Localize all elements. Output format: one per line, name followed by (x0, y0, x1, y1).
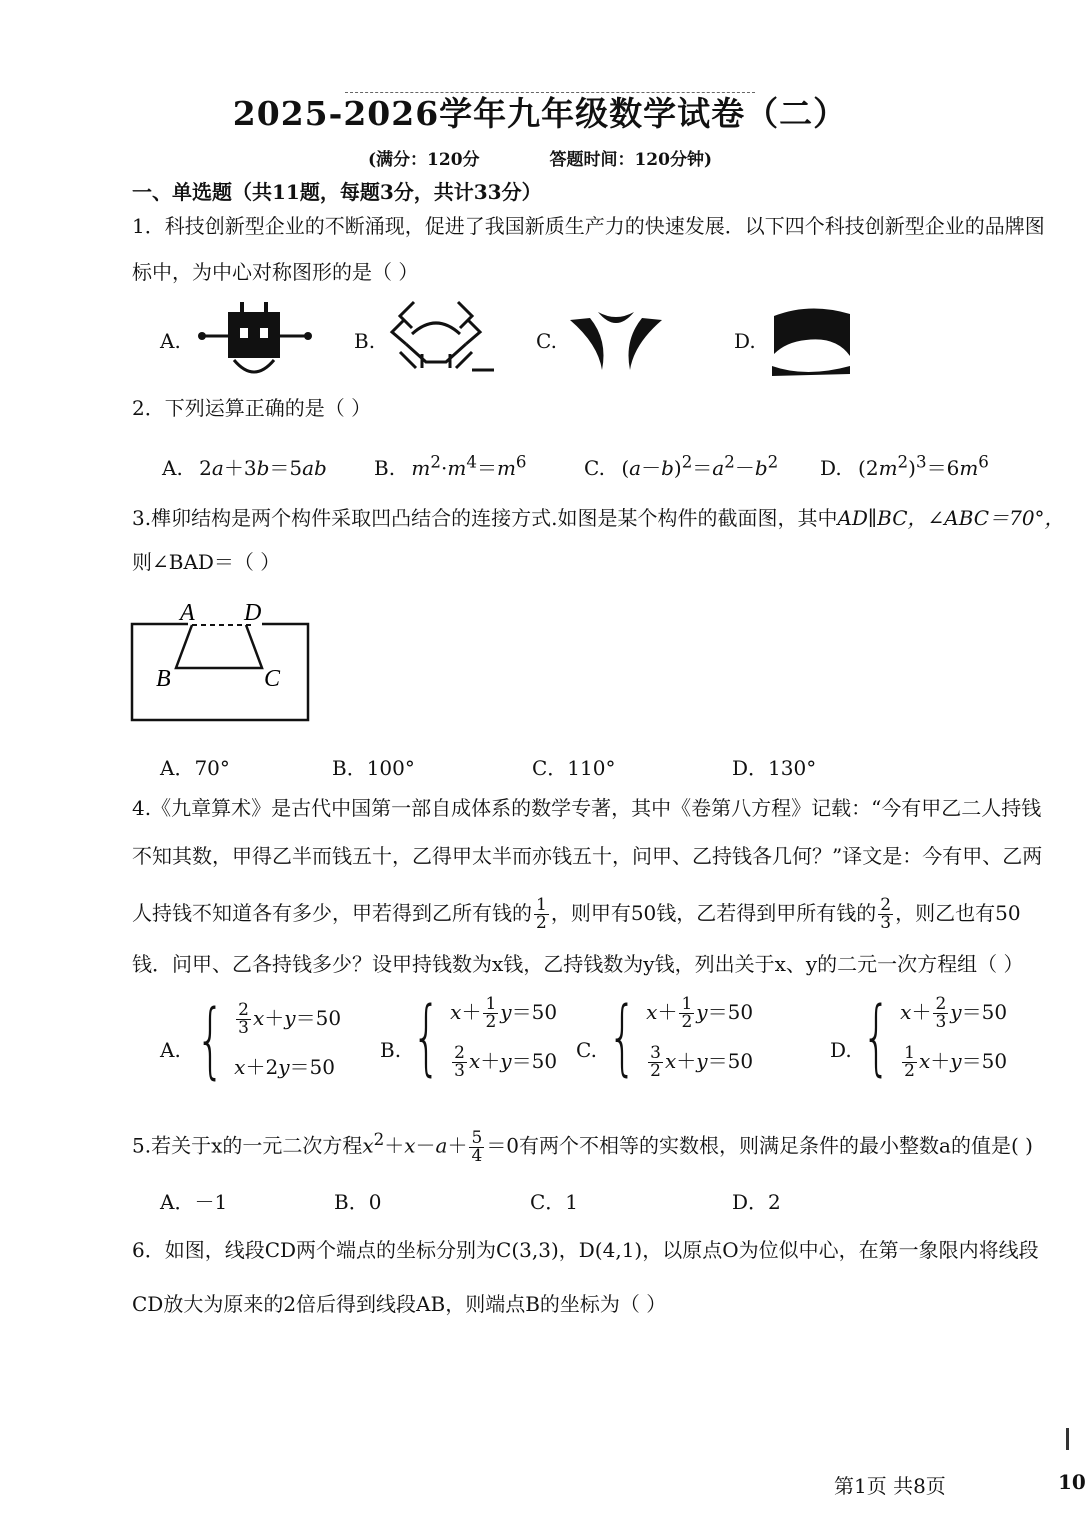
q2-option-d-expr: $(2m^2)^3=6m^6$ (858, 452, 989, 480)
q4-line2: 不知其数，甲得乙半而钱五十，乙得甲太半而亦钱五十，问甲、乙持钱各几何？”译文是：今有甲、乙两 (132, 844, 1043, 868)
q1-line2: 标中，为中心对称图形的是（ ） (132, 260, 419, 284)
q2-stem: 2．下列运算正确的是（ ） (132, 396, 372, 420)
q3-line1 (132, 508, 1065, 528)
q2-option-d (820, 452, 989, 481)
q5-option-d: D．2 (732, 1190, 781, 1214)
q3-point-d: D (244, 600, 262, 626)
q5-stem-part1: 5.若关于x的一元二次方程 (132, 1133, 363, 1158)
q5-option-c: C．1 (530, 1190, 579, 1214)
q2-option-a-label: A. (162, 456, 183, 480)
q2-option-c (584, 452, 778, 481)
page-title: 2025-2026学年九年级数学试卷（二） (232, 94, 848, 133)
q4-option-a-system: { $\frac{2}{3}$ x＋y＝50 x＋2y＝50 (196, 993, 342, 1088)
q2-option-b-label: B. (374, 456, 396, 480)
q4-option-a-label: A. (160, 1038, 181, 1062)
q4-fraction-two-thirds: $\frac{2}{3}$ (880, 895, 892, 933)
q1-option-c-curved-logo (568, 304, 664, 372)
q1-option-c-label: C. (536, 329, 557, 353)
q5-option-b: B．0 (334, 1190, 382, 1214)
full-score: (满分：120分 (368, 150, 480, 170)
q4-line1: 4.《九章算术》是古代中国第一部自成体系的数学专著，其中《卷第八方程》记载：“今有甲乙二人持钱 (132, 796, 1042, 820)
q4-option-d-system: { x＋ $\frac{2}{3}$ y＝50 $\frac{1}{2}$ x＋y＝50 (862, 990, 1008, 1085)
q1-line1: 1．科技创新型企业的不断涌现，促进了我国新质生产力的快速发展．以下四个科技创新型企业的品牌图 (132, 214, 1045, 238)
q4-option-b-system: { x＋ $\frac{1}{2}$ y＝50 $\frac{2}{3}$ x＋y＝50 (412, 990, 558, 1085)
q4-option-d-label: D. (830, 1038, 852, 1062)
q6-line1: 6．如图，线段CD两个端点的坐标分别为C(3,3)，D(4,1)，以原点O为位似中心，在第一象限内将线段 (132, 1238, 1039, 1262)
scan-edge-mark (1066, 1428, 1069, 1450)
q1-option-b-crab-logo (386, 298, 496, 374)
q1-option-a-label: A. (160, 329, 181, 353)
q3-point-a: A (180, 600, 195, 626)
q4-option-c-label: C. (576, 1038, 597, 1062)
q3-mortise-figure (128, 598, 314, 726)
q4-line3-part2: ，则甲有50钱，乙若得到甲所有钱的 (550, 901, 877, 925)
q2-option-c-expr: $(a-b)^2=a^2-b^2$ (621, 452, 779, 480)
q6-line2: CD放大为原来的2倍后得到线段AB，则端点B的坐标为（ ） (132, 1292, 667, 1316)
q3-condition: AD∥BC，∠ABC＝70°， (837, 506, 1065, 530)
q4-option-b-label: B. (380, 1038, 402, 1062)
q1-option-d-swirl-logo (766, 296, 856, 380)
q4-line3 (132, 893, 1021, 933)
q1-option-a-robot-logo (196, 298, 314, 378)
q4-line3-part3: ，则乙也有50 (895, 901, 1021, 925)
section-heading: 一、单选题（共11题，每题3分，共计33分） (132, 180, 542, 204)
q4-fraction-half: $\frac{1}{2}$ (536, 895, 547, 933)
q5-stem: 5.若关于x的一元二次方程$x^2+x-a+$ $\frac{5}{4}$ ＝0有两个不相等的实数根，则满足条件的最小整数a的值是( ) (132, 1127, 1033, 1166)
q2-option-a (162, 452, 327, 481)
q1-option-d-label: D. (734, 329, 756, 353)
q4-line4: 钱．问甲、乙各持钱多少？设甲持钱数为x钱，乙持钱数为y钱，列出关于x、y的二元一次方程组（ ） (132, 952, 1024, 976)
q3-option-b: B．100° (332, 756, 415, 780)
q3-point-c: C (264, 666, 281, 692)
q1-option-b-label: B. (354, 329, 376, 353)
q2-option-c-label: C. (584, 456, 605, 480)
page-number: 第1页 共8页 (834, 1474, 946, 1498)
q5-option-a: A．－1 (160, 1190, 228, 1214)
q2-option-d-label: D. (820, 456, 842, 480)
q5-stem-part2: 有两个不相等的实数根，则满足条件的最小整数a的值是( ) (519, 1133, 1033, 1158)
q3-point-b: B (156, 666, 171, 692)
q3-stem: 3.榫卯结构是两个构件采取凹凸结合的连接方式.如图是某个构件的截面图，其中 (132, 506, 838, 530)
q3-option-a: A．70° (160, 756, 230, 780)
q3-option-c: C．110° (532, 756, 616, 780)
q2-option-b (374, 452, 527, 481)
q3-line2: 则∠BAD＝（ ） (132, 550, 281, 574)
answer-time: 答题时间：120分钟) (549, 150, 712, 170)
title-divider (345, 92, 755, 93)
exam-info (0, 145, 1080, 170)
q2-option-a-expr: 2a＋3b＝5ab (199, 456, 327, 480)
q3-option-d: D．130° (732, 756, 817, 780)
q5-fraction: $\frac{5}{4}$ (471, 1127, 483, 1166)
q4-option-c-system: { x＋ $\frac{1}{2}$ y＝50 $\frac{3}{2}$ x＋y＝50 (608, 990, 754, 1085)
q2-option-b-expr: $m^2\cdot m^4=m^6$ (411, 452, 527, 480)
q4-line3-part1: 人持钱不知道各有多少，甲若得到乙所有钱的 (132, 901, 532, 925)
corner-mark: 10 (1058, 1470, 1086, 1494)
